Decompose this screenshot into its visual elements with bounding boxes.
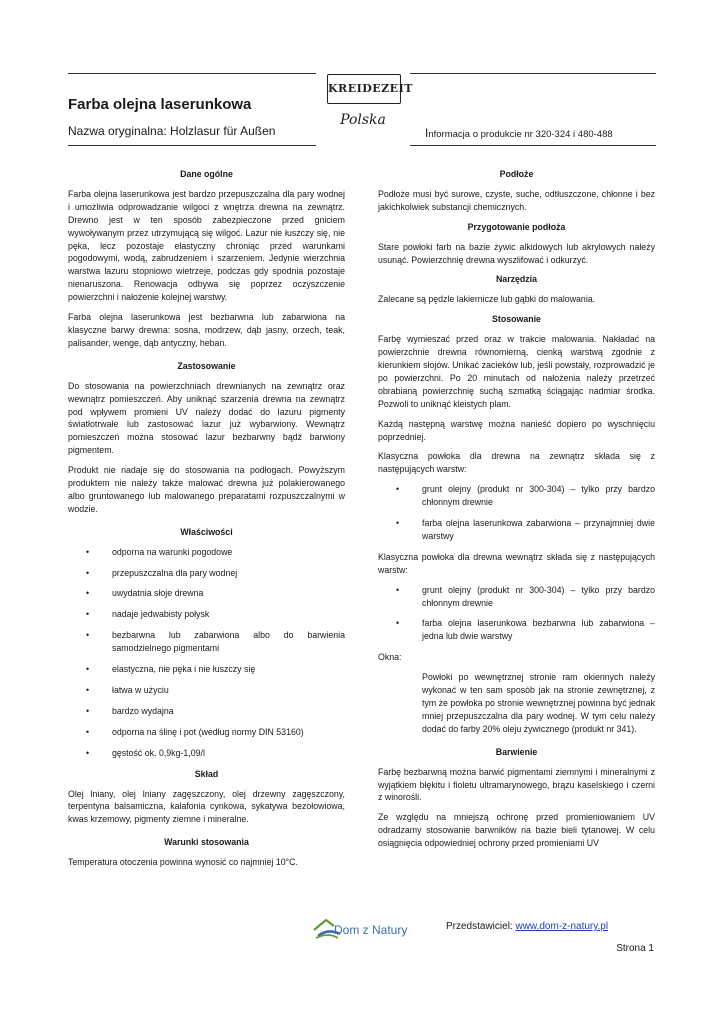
- section-title-conditions: Warunki stosowania: [164, 837, 249, 848]
- list-item: • łatwa w użyciu: [86, 685, 169, 695]
- bullet-icon: •: [86, 705, 90, 716]
- list-item: • przepuszczalna dla pary wodnej: [86, 567, 238, 578]
- bullet-icon: •: [86, 747, 90, 758]
- representative-link[interactable]: www.dom-z-natury.pl: [515, 921, 609, 932]
- bullet-icon: •: [86, 588, 90, 599]
- list-item: • nadaje jedwabisty połysk: [86, 609, 210, 620]
- section-title-general: Dane ogólne: [180, 169, 233, 179]
- product-info-text: nformacja o produkcie nr 320-324 i 480-488: [428, 129, 613, 140]
- application-paragraph-3: Klasyczna powłoka dla drewna na zewnątrz składa się z następujących warstw:: [378, 451, 655, 475]
- application-paragraph-4: Klasyczna powłoka dla drewna wewnątrz składa się z następujących warstw:: [378, 551, 655, 575]
- bullet-icon: •: [86, 664, 90, 675]
- application-paragraph-1: Farbę wymieszać przed oraz w trakcie malowania. Nakładać na powierzchnie drewna równomierną, cienką warstwą zgodnie z kierunkiem słojów. Unikać zacieków lub, jeśli powstały, rozprowadzić je po powierzchni. Po 20 minutach od nałożenia należy przetrzeć obrabianą powierzchnię suchą szmatką ściągając nadmiar środka. Pozwoli to uniknąć kleistych plam.: [378, 334, 655, 409]
- representative-label: Przedstawiciel:: [446, 921, 516, 932]
- list-item: • elastyczna, nie pęka i nie łuszczy się: [86, 664, 256, 675]
- product-info-initial: I: [425, 126, 429, 140]
- product-info: [425, 126, 613, 140]
- list-item: • farba olejna laserunkowa bezbarwna lub zabarwiona – jedna lub dwie warstwy: [396, 618, 655, 642]
- usage-paragraph-1: Do stosowania na powierzchniach drewnianych na zewnątrz oraz wewnątrz pomieszczeń. Aby uniknąć szarzenia drewna na zewnątrz pod wpływem promieni UV należy dodać do lazuru pigmenty światłotrwałe lub zastosować lazur już wybarwiony. Wewnątrz pomieszczeń można stosować lazur bezbarwny bądź barwiony pigmentem.: [68, 380, 345, 456]
- left-column: [68, 168, 345, 876]
- bullet-icon: •: [86, 685, 90, 695]
- section-title-tools: Narzędzia: [495, 274, 538, 285]
- bullet-icon: •: [86, 546, 90, 557]
- page-number: Strona 1: [616, 943, 654, 954]
- bullet-icon: •: [86, 567, 90, 578]
- section-title-preparation: Przygotowanie podłoża: [467, 221, 566, 232]
- section-title-substrate: Podłoże: [499, 169, 534, 179]
- list-item: • bardzo wydajna: [86, 705, 174, 716]
- coloring-paragraph-1: Farbę bezbarwną można barwić pigmentami ziemnymi i mineralnymi z wyjątkiem błękitu i fioletu ultramarynowego, brązu kaselskiego i czerni z winorośli.: [378, 766, 655, 803]
- logo-brand: KREIDEZEIT: [327, 74, 401, 104]
- header-rule-bottom-right: [410, 145, 656, 146]
- dom-z-natury-logo: [312, 916, 418, 940]
- page-title: Farba olejna laserunkowa: [68, 96, 252, 113]
- logo-country: Polska: [340, 112, 386, 128]
- logo-text: Dom z Natury: [334, 923, 408, 937]
- header-rule-bottom-left: [68, 145, 316, 146]
- section-title-usage: Zastosowanie: [177, 360, 236, 371]
- list-item: • odporna na warunki pogodowe: [86, 546, 233, 557]
- coloring-paragraph-2: Ze względu na mniejszą ochronę przed promieniowaniem UV odradzamy stosowanie barwników na bazie bieli tytanowej. W celu osiągnięcia odpowiedniej ochrony przed promieniami UV: [378, 812, 655, 849]
- list-item: • gęstość ok. 0,9kg-1,09/l: [86, 747, 205, 758]
- kreidezeit-logo: [324, 70, 413, 142]
- bullet-icon: •: [86, 726, 90, 737]
- original-name: Nazwa oryginalna: Holzlasur für Außen: [68, 124, 276, 138]
- bullet-icon: •: [396, 584, 400, 595]
- outer-layers-list: [378, 483, 655, 543]
- right-column: [378, 168, 655, 857]
- list-item: • grunt olejny (produkt nr 300-304) – tylko przy bardzo chłonnym drewnie: [396, 584, 655, 608]
- list-item: • grunt olejny (produkt nr 300-304) – tylko przy bardzo chłonnym drewnie: [396, 484, 655, 508]
- list-item: • farba olejna laserunkowa zabarwiona – przynajmniej dwie warstwy: [396, 518, 655, 541]
- application-paragraph-2: Każdą następną warstwę można nanieść dopiero po wyschnięciu poprzedniej.: [378, 418, 655, 442]
- section-title-application: Stosowanie: [492, 314, 541, 325]
- properties-list: [68, 546, 345, 760]
- substrate-paragraph: Podłoże musi być surowe, czyste, suche, odtłuszczone, chłonne i bez jakichkolwiek substancji chemicznych.: [378, 188, 655, 212]
- usage-paragraph-2: Produkt nie nadaje się do stosowania na podłogach. Powyższym produktem nie należy także malować drewna już polakierowanego albo gruntowanego lub malowanego preparatami rozpuszczalnymi w wodzie.: [68, 465, 345, 514]
- general-paragraph-1: Farba olejna laserunkowa jest bardzo przepuszczalna dla pary wodnej i umożliwia odprowadzanie wilgoci z wnętrza drewna na zewnątrz. Drewno jest w ten sposób zabezpieczone przed gniciem wywoływanym przez utrzymującą się wilgoć. Lazur nie łuszczy się, nie pęka, lecz pozostaje elastyczny chroniąc przed warunkami pogodowymi, wodą, zabrudzeniem i szarzeniem. Jedynie wierzchnia warstwa lazuru stopniowo wietrzeje, podczas gdy spodnia pozostaje nienaruszona. Renowacja odbywa się poprzez oczyszczenie powierzchni i nałożenie kolejnej warstwy.: [68, 188, 345, 303]
- list-item: • bezbarwna lub zabarwiona albo do barwienia samodzielnego pigmentami: [86, 630, 345, 654]
- bullet-icon: •: [396, 518, 400, 529]
- section-title-properties: Właściwości: [180, 526, 233, 537]
- representative: [446, 921, 608, 932]
- list-item: • uwydatnia słoje drewna: [86, 588, 204, 599]
- general-paragraph-2: Farba olejna laserunkowa jest bezbarwna lub zabarwiona na klasyczne barwy drewna: sosna, modrzew, dąb jasny, orzech, teak, palisander, wenge, dąb antyczny, heban.: [68, 312, 345, 348]
- header-rule-top-right: [410, 73, 656, 74]
- tools-paragraph: Zalecane są pędzle lakiernicze lub gąbki do malowania.: [378, 294, 596, 305]
- inner-layers-list: [378, 584, 655, 644]
- conditions-paragraph: Temperatura otoczenia powinna wynosić co najmniej 10°C.: [68, 857, 298, 868]
- bullet-icon: •: [396, 484, 400, 495]
- bullet-icon: •: [86, 609, 90, 620]
- composition-paragraph: Olej lniany, olej lniany zagęszczony, olej drzewny zagęszczony, terpentyna balsamiczna, kalafonia cynkowa, sykatywa bezołowiowa, kwas krzemowy, pigmenty ziemne i mineralne.: [68, 788, 345, 825]
- bullet-icon: •: [396, 618, 400, 629]
- list-item: • odporna na ślinę i pot (według normy DIN 53160): [86, 726, 304, 737]
- windows-label: Okna:: [378, 652, 402, 663]
- bullet-icon: •: [86, 630, 90, 641]
- section-title-coloring: Barwienie: [495, 746, 538, 757]
- preparation-paragraph: Stare powłoki farb na bazie żywic alkidowych lub akrylowych należy usunąć. Powierzchnię drewna wyszlifować i odkurzyć.: [378, 241, 655, 265]
- header-rule-top-left: [68, 73, 316, 74]
- windows-paragraph: Powłoki po wewnętrznej stronie ram okiennych należy wykonać w ten sam sposób jak na stronie zewnętrznej, z tym że powłoka po stronie wewnętrznej powinna być jednak mniej przepuszczalna dla pary wodnej. W tym celu należy dodać do farby 20% oleju żywicznego (produkt nr 341).: [422, 672, 655, 734]
- section-title-composition: Skład: [194, 768, 219, 779]
